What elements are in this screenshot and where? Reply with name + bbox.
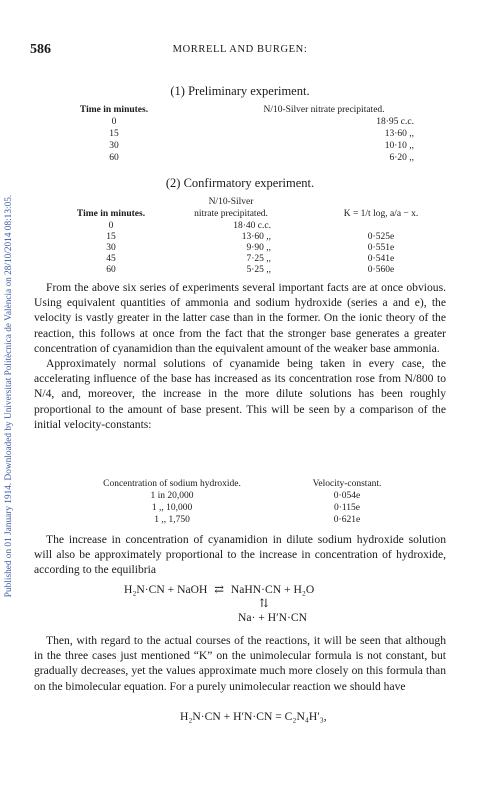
equation-left: H₂N·CN + NaOH [124,583,208,596]
velocity-conc-cell: 1 ,, 1,750 [154,515,190,525]
paragraph: Approximately normal solutions of cyanamide being taken in every case, the accelerating influence of the base has increased as its concentration rose from N/800 to N/4, and, moreover, the increase in the more dilute solutions has been roughly proportional to the amount of base present. This will be seen by a comparison of the initial velocity-constants: [34,357,446,431]
unimolecular-equation: H₂N·CN + H′N·CN = C₂N₄H′₃, [180,710,327,723]
paragraph: From the above six series of experiments several important facts are at once obvious. Using equivalent quantities of ammonia and sodium hydroxide (series a and e), the velocity is vastly greater in the latter case than in the former. On the ionic theory of the reaction, this follows at once from the fact that the stronger base generates a greater concentration of cyanamidion than the equivalent amount of the weaker base ammonia. [34,281,446,355]
experiment2-time-cell: 0 [108,221,114,231]
velocity-k-cell: 0·621e [333,515,361,525]
body-text-2 [34,532,446,578]
experiment2-time-cell: 60 [106,265,116,275]
experiment1-silver-cell: 13·60 ,, [384,129,414,139]
experiment2-col3-header: K = 1/t log, a/a − x. [343,209,419,219]
page-header [30,42,450,60]
experiment2-silver-cell: 13·60 ,, [241,232,271,242]
velocity-conc-cell: 1 ,, 10,000 [151,503,193,513]
equation-right: NaHN·CN + H₂O [230,583,315,596]
equilibrium-equation [124,582,314,596]
experiment2-time-cell: 30 [106,243,116,253]
experiment2-k-cell: 0·551e [367,243,395,253]
experiment1-time-cell: 0 [111,117,117,127]
experiment1-silver-cell: 10·10 ,, [384,141,414,151]
experiment2-time-cell: 45 [106,254,116,264]
body-text-1 [34,280,446,432]
velocity-col1-header: Concentration of sodium hydroxide. [103,479,241,489]
experiment1-col1-header: Time in minutes. [79,105,149,115]
experiment2-heading: (2) Confirmatory experiment. [165,176,315,190]
body-text-3 [34,633,446,694]
experiment2-table [56,196,446,274]
experiment2-k-cell: 0·541e [367,254,395,264]
equilibrium-arrow-vertical: ⇅ [259,597,269,610]
velocity-col2-header: Velocity-constant. [312,479,382,489]
experiment1-time-cell: 30 [109,141,119,151]
velocity-k-cell: 0·054e [333,491,361,501]
experiment2-col1-header: Time in minutes. [76,209,146,219]
paragraph: The increase in concentration of cyanamidion in dilute sodium hydroxide solution will also be approximately proportional to the increase in concentration of hydroxide, according to the equilibria [34,533,446,577]
equation-bottom: Na· + H′N·CN [238,611,307,624]
experiment2-col2-header-line1: N/10-Silver [208,197,254,207]
experiment2-k-cell: 0·525e [367,232,395,242]
download-banner [2,0,16,792]
velocity-conc-cell: 1 in 20,000 [150,491,194,501]
experiment2-time-cell: 15 [106,232,116,242]
experiment2-k-cell: 0·560e [367,265,395,275]
experiment1-silver-cell: 6·20 ,, [389,153,414,163]
velocity-table [72,478,412,526]
experiment2-silver-cell: 7·25 ,, [246,254,271,264]
experiment1-table [64,104,444,168]
experiment2-col2-header-line2: nitrate precipitated. [194,209,268,219]
experiment1-heading: (1) Preliminary experiment. [170,84,310,98]
experiment2-silver-cell: 18·40 c.c. [233,221,271,231]
experiment1-time-cell: 15 [109,129,119,139]
velocity-k-cell: 0·115e [333,503,361,513]
equilibrium-arrow: ⇄ [214,583,224,596]
paragraph: Then, with regard to the actual courses of the reactions, it will be seen that although in the three cases just mentioned “K” on the unimolecular formula is not constant, but gradually decreases, yet the values approximate much more closely on this formula than on the bimolecular equation. For a purely unimolecular reaction we should have [34,634,446,693]
download-banner-text: Published on 01 January 1914. Downloaded by Universitat Politècnica de València on 28/10/2014 08:13:05. [4,194,14,598]
experiment1-col2-header: N/10-Silver nitrate precipitated. [263,105,385,115]
experiment1-silver-cell: 18·95 c.c. [376,117,414,127]
experiment2-silver-cell: 5·25 ,, [246,265,271,275]
running-title: MORRELL AND BURGEN: [172,44,308,55]
page-number: 586 [30,42,51,57]
experiment1-time-cell: 60 [109,153,119,163]
experiment2-silver-cell: 9·90 ,, [246,243,271,253]
